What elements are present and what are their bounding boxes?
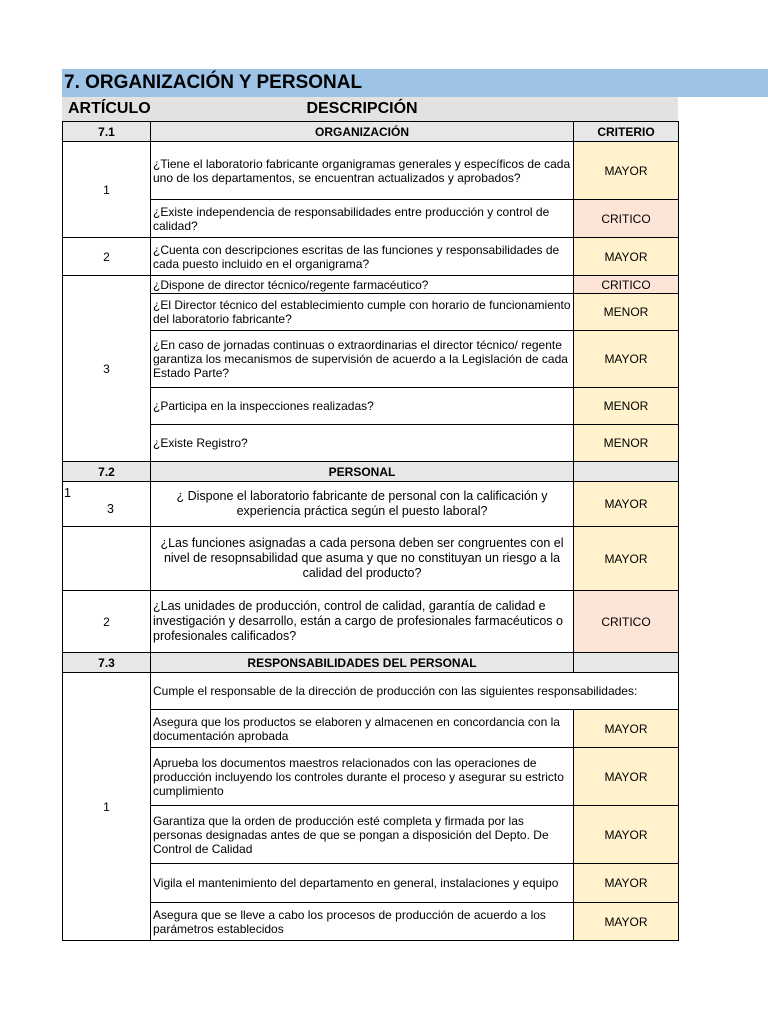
section-title: 7. ORGANIZACIÓN Y PERSONAL (64, 72, 363, 93)
section-blank (574, 653, 679, 673)
table-row (63, 806, 679, 864)
section-heading: ORGANIZACIÓN (151, 122, 574, 142)
criterion-badge: MAYOR (574, 238, 679, 276)
criterion-badge: MAYOR (574, 806, 679, 864)
responsibility-text: Asegura que los productos se elaboren y almacenen en concordancia con la documentación aprobada (151, 710, 574, 748)
criterion-badge: MAYOR (574, 527, 679, 591)
table-row (63, 142, 679, 200)
responsibility-text: Vigila el mantenimiento del departamento en general, instalaciones y equipo (151, 864, 574, 903)
question-text: ¿Existe independencia de responsabilidades entre producción y control de calidad? (151, 200, 574, 238)
section-heading: PERSONAL (151, 462, 574, 482)
checklist-table (62, 121, 679, 941)
question-text: ¿Tiene el laboratorio fabricante organigramas generales y específicos de cada uno de los departamentos, se encuentran actualizados y aprobados? (151, 142, 574, 200)
question-text: ¿Las funciones asignadas a cada persona deben ser congruentes con el nivel de resopnsabilidad que asuma y que no constituyan un riesgo a la calidad del producto? (151, 527, 574, 591)
table-row (63, 388, 679, 425)
section-row-7-1 (63, 122, 679, 142)
intro-text: Cumple el responsable de la dirección de producción con las siguientes responsabilidades: (151, 673, 679, 710)
section-heading: RESPONSABILIDADES DEL PERSONAL (151, 653, 574, 673)
criterion-badge: MAYOR (574, 142, 679, 200)
table-row (63, 200, 679, 238)
criterion-badge: MAYOR (574, 710, 679, 748)
question-text: ¿Dispone de director técnico/regente farmacéutico? (151, 276, 574, 294)
section-number: 7.1 (63, 122, 151, 142)
table-row (63, 591, 679, 653)
question-text: ¿Participa en la inspecciones realizadas? (151, 388, 574, 425)
article-number: 1 (64, 486, 71, 500)
responsibility-text: Asegura que se lleve a cabo los procesos de producción de acuerdo a los parámetros establecidos (151, 903, 574, 941)
section-blank (574, 462, 679, 482)
section-row-7-2 (63, 462, 679, 482)
article-number-cell (63, 482, 151, 527)
section-number: 7.2 (63, 462, 151, 482)
criterion-badge: MENOR (574, 425, 679, 462)
article-number: 2 (63, 238, 151, 276)
question-text: ¿En caso de jornadas continuas o extraordinarias el director técnico/ regente garantiza los mecanismos de supervisión de acuerdo a la Legislación de cada Estado Parte? (151, 331, 574, 388)
criterion-badge: MAYOR (574, 331, 679, 388)
responsibility-text: Aprueba los documentos maestros relacionados con las operaciones de producción incluyendo los controles durante el proceso y asegurar su estricto cumplimiento (151, 748, 574, 806)
table-row (63, 673, 679, 710)
question-text: ¿Existe Registro? (151, 425, 574, 462)
question-text: ¿Cuenta con descripciones escritas de las funciones y responsabilidades de cada puesto incluido en el organigrama? (151, 238, 574, 276)
criterion-badge: CRITICO (574, 591, 679, 653)
table-row (63, 864, 679, 903)
table-row (63, 527, 679, 591)
table-row (63, 903, 679, 941)
criterion-badge: CRITICO (574, 276, 679, 294)
criterion-badge: CRITICO (574, 200, 679, 238)
table-row (63, 748, 679, 806)
question-text: ¿El Director técnico del establecimiento cumple con horario de funcionamiento del laboratorio fabricante? (151, 294, 574, 331)
table-row (63, 238, 679, 276)
table-row (63, 482, 679, 527)
question-text: ¿Las unidades de producción, control de calidad, garantía de calidad e investigación y desarrollo, están a cargo de profesionales farmacéuticos o profesionales calificados? (151, 591, 574, 653)
question-text: ¿ Dispone el laboratorio fabricante de personal con la calificación y experiencia práctica según el puesto laboral? (151, 482, 574, 527)
column-header-descripcion: DESCRIPCIÓN (306, 100, 418, 117)
table-row (63, 425, 679, 462)
criterion-badge: MAYOR (574, 748, 679, 806)
article-number: 3 (107, 502, 114, 516)
section-number: 7.3 (63, 653, 151, 673)
criterion-badge: MENOR (574, 388, 679, 425)
criterio-heading: CRITERIO (574, 122, 679, 142)
article-number: 1 (63, 142, 151, 238)
article-number: 1 (63, 673, 151, 941)
table-row (63, 710, 679, 748)
article-number: 3 (63, 276, 151, 462)
criterion-badge: MAYOR (574, 482, 679, 527)
table-row (63, 294, 679, 331)
responsibility-text: Garantiza que la orden de producción esté completa y firmada por las personas designadas antes de que se pongan a disposición del Depto. De Control de Calidad (151, 806, 574, 864)
criterion-badge: MAYOR (574, 864, 679, 903)
article-number (63, 527, 151, 591)
table-row (63, 331, 679, 388)
section-row-7-3 (63, 653, 679, 673)
criterion-badge: MENOR (574, 294, 679, 331)
column-header-articulo: ARTÍCULO (68, 100, 151, 117)
table-row (63, 276, 679, 294)
criterion-badge: MAYOR (574, 903, 679, 941)
article-number: 2 (63, 591, 151, 653)
